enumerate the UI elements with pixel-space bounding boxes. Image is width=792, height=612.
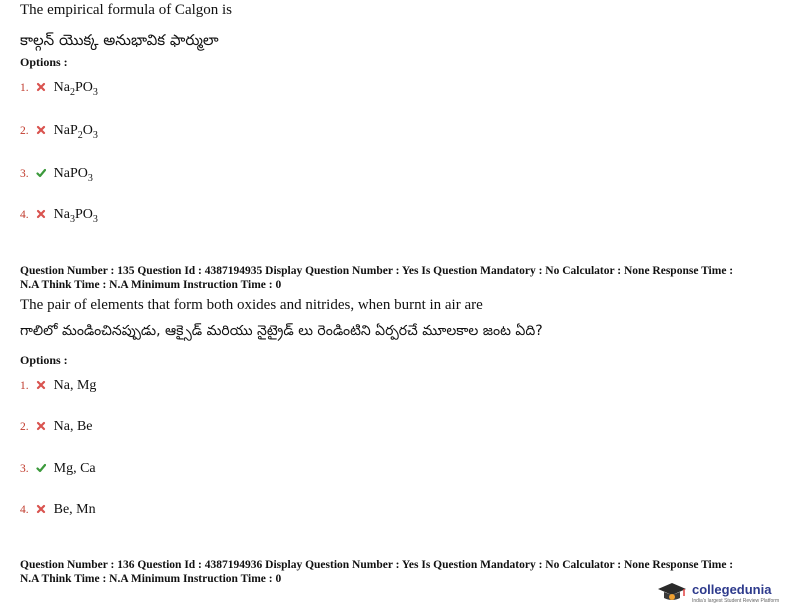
option-number: 3. [20,463,29,475]
question-text-telugu: కాల్గన్ యొక్క అనుభావిక ఫార్ములా [20,31,219,49]
cross-icon [36,421,46,431]
check-icon [36,168,46,178]
question-text: The empirical formula of Calgon is [20,2,233,18]
option-text: Be, Mn [53,502,96,517]
option-row[interactable] [20,459,96,477]
option-row[interactable] [20,417,93,435]
cross-icon [36,380,46,390]
options-label: Options : [20,55,68,69]
logo-tagline: India's largest Student Review Platform [692,598,780,604]
option-number: 2. [20,125,29,137]
options-label: Options : [20,353,68,367]
option-formula: $NaP_2O_3$ [53,123,98,141]
option-formula: $Na_3PO_3$ [53,207,98,225]
cross-icon [36,82,46,92]
option-row[interactable] [20,376,96,394]
question-meta [20,264,733,292]
option-row[interactable] [20,78,98,98]
cross-icon [36,504,46,514]
option-number: 3. [20,168,29,180]
check-icon [36,463,46,473]
option-number: 4. [20,504,29,516]
option-number: 1. [20,380,29,392]
question-text-telugu: గాలిలో మండించినప్పుడు, ఆక్సైడ్ మరియు నైట్రైడ్ లు రెండింటిని ఏర్పరచే మూలకాల జంట ఏది? [20,323,543,339]
question-meta-line: Question Number : 136 Question Id : 4387194936 Display Question Number : Yes Is Question Mandatory : No Calculator : None Response Time : [20,559,734,571]
question-meta-line: N.A Think Time : N.A Minimum Instruction Time : 0 [20,573,282,585]
option-row[interactable] [20,500,96,518]
option-row[interactable] [20,205,98,225]
option-number: 1. [20,82,29,94]
cross-icon [36,209,46,219]
cross-icon [36,125,46,135]
option-formula: NaPO$_3$ [53,166,93,184]
option-text: Na, Mg [53,378,97,393]
graduation-cap-icon [656,580,688,604]
option-row[interactable] [20,164,93,184]
question-meta-line: Question Number : 135 Question Id : 4387194935 Display Question Number : Yes Is Question Mandatory : No Calculator : None Response Time : [20,265,734,277]
option-text: Na, Be [53,419,93,434]
question-meta-line: N.A Think Time : N.A Minimum Instruction Time : 0 [20,279,282,291]
option-text: Mg, Ca [53,461,96,476]
option-number: 4. [20,209,29,221]
collegedunia-logo [656,580,786,608]
question-meta [20,558,733,586]
option-number: 2. [20,421,29,433]
logo-wordmark: collegedunia [692,582,772,597]
option-formula: $Na_2PO_3$ [53,80,98,98]
question-text: The pair of elements that form both oxides and nitrides, when burnt in air are [20,297,483,313]
option-row[interactable] [20,121,98,141]
